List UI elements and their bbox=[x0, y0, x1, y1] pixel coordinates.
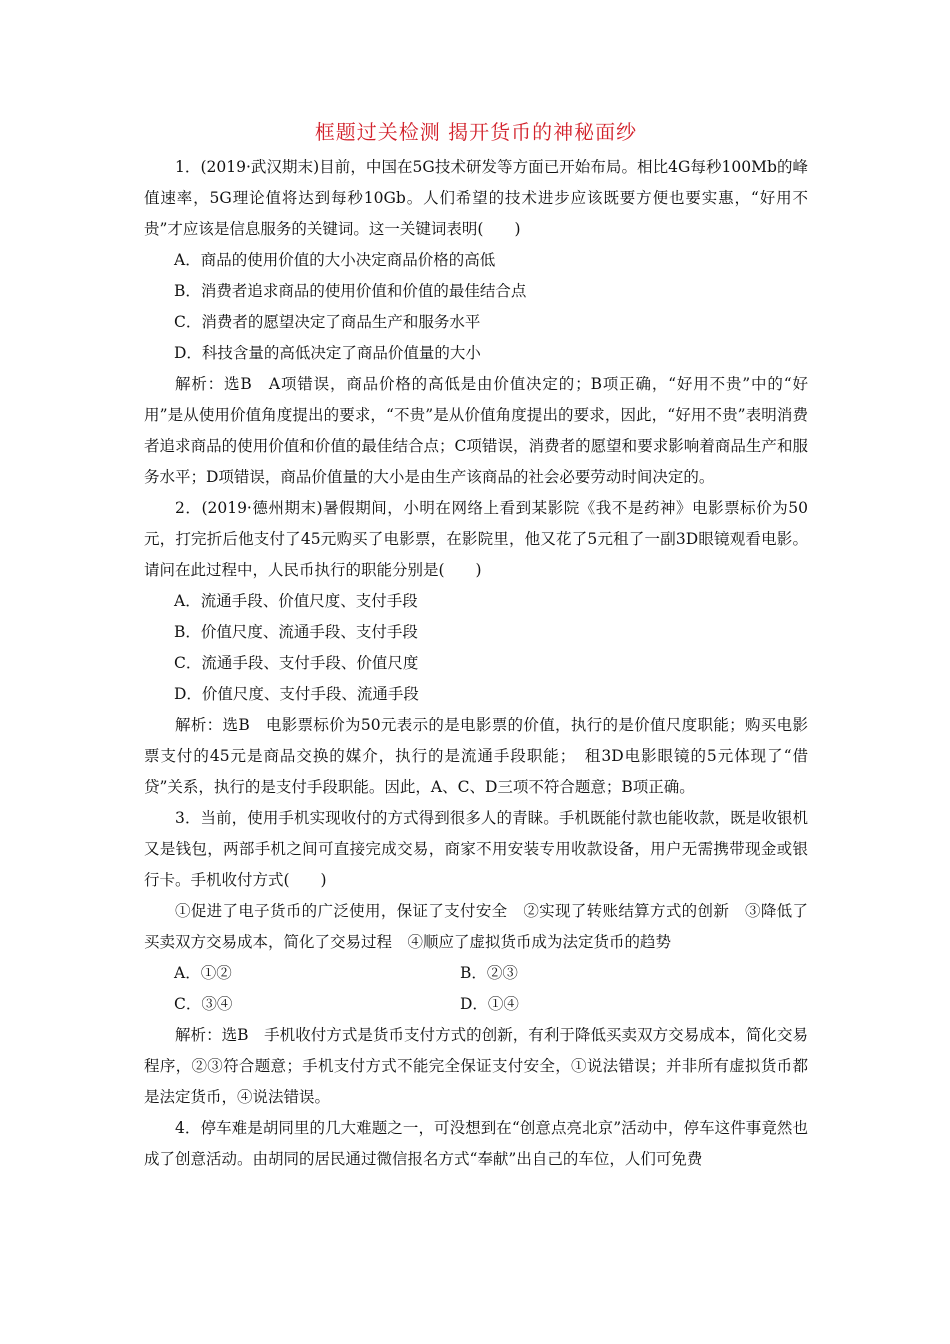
question-1-stem: 1．(2019·武汉期末)目前，中国在5G技术研发等方面已开始布局。相比4G每秒100Mb的峰值速率，5G理论值将达到每秒10Gb。人们希望的技术进步应该既要方便也要实惠，“好用不贵”才应该是信息服务的关键词。这一关键词表明( ) bbox=[144, 158, 808, 238]
question-2-option-d: D．价值尺度、支付手段、流通手段 bbox=[174, 685, 419, 703]
question-3-statements: ①促进了电子货币的广泛使用，保证了支付安全 ②实现了转账结算方式的创新 ③降低了买卖双方交易成本，简化了交易过程 ④顺应了虚拟货币成为法定货币的趋势 bbox=[144, 902, 808, 951]
question-3-option-d: D．①④ bbox=[460, 995, 519, 1013]
question-2-option-b: B．价值尺度、流通手段、支付手段 bbox=[174, 623, 418, 641]
question-2-option-c: C．流通手段、支付手段、价值尺度 bbox=[174, 654, 419, 672]
page-title: 框题过关检测 揭开货币的神秘面纱 bbox=[314, 120, 638, 144]
question-3-options-row-2 bbox=[144, 989, 808, 1020]
question-1-analysis: 解析：选B A项错误，商品价格的高低是由价值决定的；B项正确，“好用不贵”中的“好用”是从使用价值角度提出的要求，“不贵”是从价值角度提出的要求，因此，“好用不贵”表明消费者追求商品的使用价值和价值的最佳结合点；C项错误，消费者的愿望和要求影响着商品生产和服务水平；D项错误，商品价值量的大小是由生产该商品的社会必要劳动时间决定的。 bbox=[144, 375, 808, 486]
question-1-option-b: B．消费者追求商品的使用价值和价值的最佳结合点 bbox=[174, 282, 527, 300]
question-3-options-row-1 bbox=[144, 958, 808, 989]
question-1-option-d: D．科技含量的高低决定了商品价值量的大小 bbox=[174, 344, 481, 362]
question-3-analysis: 解析：选B 手机收付方式是货币支付方式的创新，有利于降低买卖双方交易成本，简化交易程序，②③符合题意；手机支付方式不能完全保证支付安全，①说法错误；并非所有虚拟货币都是法定货币，④说法错误。 bbox=[144, 1026, 808, 1106]
question-1-option-a: A．商品的使用价值的大小决定商品价格的高低 bbox=[174, 251, 496, 269]
document-page bbox=[144, 118, 808, 1175]
question-1-option-c: C．消费者的愿望决定了商品生产和服务水平 bbox=[174, 313, 481, 331]
question-3-option-a: A．①② bbox=[174, 964, 232, 982]
question-3-stem: 3．当前，使用手机实现收付的方式得到很多人的青睐。手机既能付款也能收款，既是收银机又是钱包，两部手机之间可直接完成交易，商家不用安装专用收款设备，用户无需携带现金或银行卡。手机收付方式( ) bbox=[144, 809, 808, 889]
question-4-stem: 4．停车难是胡同里的几大难题之一，可没想到在“创意点亮北京”活动中，停车这件事竟然也成了创意活动。由胡同的居民通过微信报名方式“奉献”出自己的车位，人们可免费 bbox=[144, 1119, 808, 1168]
question-2-analysis: 解析：选B 电影票标价为50元表示的是电影票的价值，执行的是价值尺度职能；购买电影票支付的45元是商品交换的媒介，执行的是流通手段职能； 租3D电影眼镜的5元体现了“借贷”关系，执行的是支付手段职能。因此，A、C、D三项不符合题意；B项正确。 bbox=[144, 716, 808, 796]
question-3-option-c: C．③④ bbox=[174, 995, 233, 1013]
question-2-stem: 2．(2019·德州期末)暑假期间，小明在网络上看到某影院《我不是药神》电影票标价为50元，打完折后他支付了45元购买了电影票，在影院里，他又花了5元租了一副3D眼镜观看电影。请问在此过程中，人民币执行的职能分别是( ) bbox=[144, 499, 808, 579]
question-3-option-b: B．②③ bbox=[460, 964, 518, 982]
question-2-option-a: A．流通手段、价值尺度、支付手段 bbox=[174, 592, 418, 610]
